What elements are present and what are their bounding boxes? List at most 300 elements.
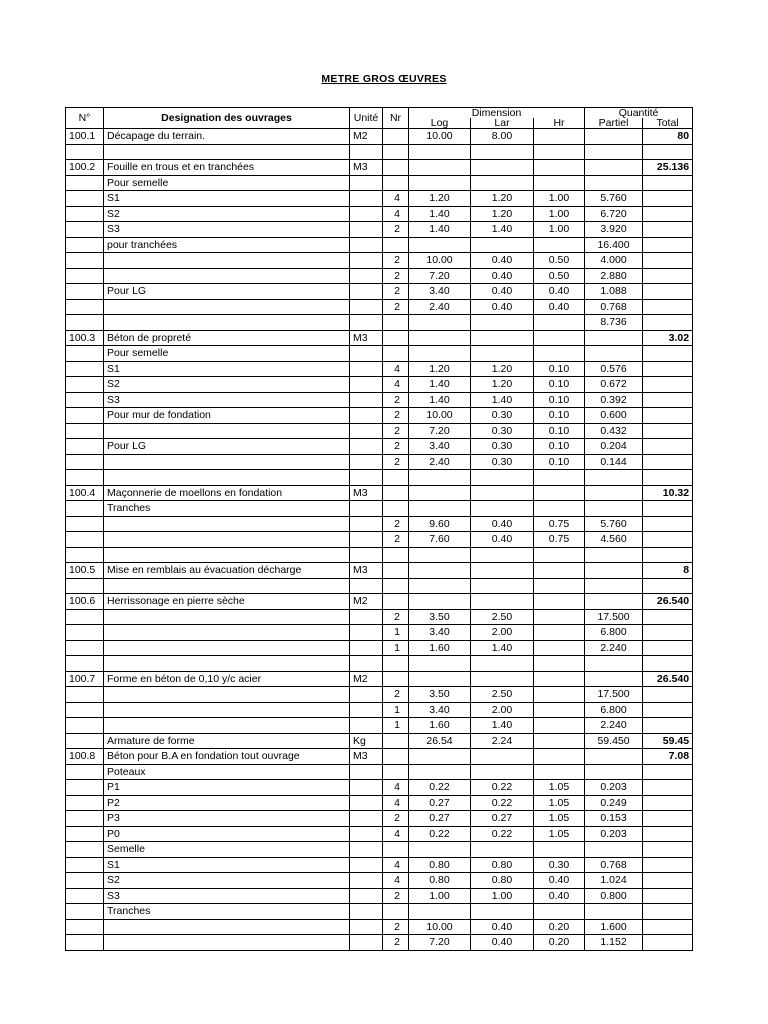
- cell-log: 2.40: [409, 299, 471, 315]
- cell-nr: 2: [383, 268, 409, 284]
- cell-unit: [350, 501, 383, 517]
- cell-unit: [350, 718, 383, 734]
- table-row: [66, 268, 693, 284]
- cell-partiel: 2.240: [585, 640, 643, 656]
- cell-hr: 1.05: [534, 826, 585, 842]
- cell-lar: [471, 485, 534, 501]
- cell-partiel: [585, 485, 643, 501]
- cell-unit: [350, 423, 383, 439]
- cell-num: [66, 284, 104, 300]
- cell-hr: 0.10: [534, 361, 585, 377]
- cell-num: [66, 206, 104, 222]
- cell-lar: 1.20: [471, 377, 534, 393]
- cell-log: [409, 904, 471, 920]
- cell-lar: 1.20: [471, 206, 534, 222]
- table-row: [66, 516, 693, 532]
- cell-num: [66, 904, 104, 920]
- cell-lar: 2.24: [471, 733, 534, 749]
- cell-num: [66, 842, 104, 858]
- cell-partiel: 16.400: [585, 237, 643, 253]
- cell-nr: 4: [383, 857, 409, 873]
- cell-designation: [104, 718, 350, 734]
- cell-num: [66, 578, 104, 594]
- cell-lar: 1.00: [471, 888, 534, 904]
- cell-nr: 4: [383, 826, 409, 842]
- cell-hr: [534, 718, 585, 734]
- table-row: [66, 454, 693, 470]
- header-dimension: Dimension: [409, 108, 585, 119]
- table-row: [66, 780, 693, 796]
- table-row: [66, 175, 693, 191]
- table-row: [66, 361, 693, 377]
- cell-partiel: 0.203: [585, 826, 643, 842]
- cell-nr: [383, 764, 409, 780]
- cell-unit: [350, 609, 383, 625]
- header-lar: Lar: [471, 118, 534, 129]
- cell-total: [643, 175, 693, 191]
- cell-nr: [383, 346, 409, 362]
- cell-partiel: 6.800: [585, 625, 643, 641]
- cell-total: [643, 718, 693, 734]
- table-row: [66, 640, 693, 656]
- header-total: Total: [643, 118, 693, 129]
- cell-log: 1.40: [409, 392, 471, 408]
- cell-nr: 2: [383, 392, 409, 408]
- cell-hr: 0.40: [534, 299, 585, 315]
- cell-num: [66, 532, 104, 548]
- cell-designation: Béton de propreté: [104, 330, 350, 346]
- cell-log: [409, 764, 471, 780]
- table-row: [66, 857, 693, 873]
- cell-num: [66, 811, 104, 827]
- table-row: [66, 594, 693, 610]
- cell-num: [66, 873, 104, 889]
- cell-total: [643, 656, 693, 672]
- cell-partiel: [585, 594, 643, 610]
- header-partiel: Partiel: [585, 118, 643, 129]
- cell-log: 3.40: [409, 702, 471, 718]
- cell-lar: 0.22: [471, 795, 534, 811]
- cell-designation: P0: [104, 826, 350, 842]
- cell-log: 2.40: [409, 454, 471, 470]
- cell-log: 3.50: [409, 609, 471, 625]
- cell-total: [643, 408, 693, 424]
- cell-log: [409, 578, 471, 594]
- cell-lar: 0.22: [471, 826, 534, 842]
- table-row: [66, 377, 693, 393]
- cell-log: [409, 160, 471, 176]
- cell-partiel: [585, 749, 643, 765]
- cell-lar: [471, 594, 534, 610]
- cell-num: 100.5: [66, 563, 104, 579]
- cell-num: [66, 346, 104, 362]
- cell-lar: 2.00: [471, 625, 534, 641]
- cell-lar: 0.27: [471, 811, 534, 827]
- cell-hr: [534, 175, 585, 191]
- cell-num: [66, 888, 104, 904]
- cell-num: [66, 857, 104, 873]
- cell-nr: [383, 594, 409, 610]
- cell-nr: 2: [383, 888, 409, 904]
- cell-hr: [534, 578, 585, 594]
- table-row: [66, 315, 693, 331]
- cell-log: 7.20: [409, 935, 471, 951]
- cell-nr: 2: [383, 935, 409, 951]
- cell-designation: P2: [104, 795, 350, 811]
- cell-partiel: 0.672: [585, 377, 643, 393]
- cell-nr: [383, 563, 409, 579]
- cell-designation: S3: [104, 392, 350, 408]
- cell-lar: 0.30: [471, 454, 534, 470]
- cell-partiel: 0.203: [585, 780, 643, 796]
- cell-lar: 0.40: [471, 516, 534, 532]
- cell-total: 25.136: [643, 160, 693, 176]
- cell-lar: [471, 237, 534, 253]
- cell-hr: 0.40: [534, 873, 585, 889]
- cell-total: [643, 377, 693, 393]
- cell-designation: Tranches: [104, 904, 350, 920]
- cell-total: [643, 935, 693, 951]
- header-designation: Designation des ouvrages: [104, 108, 350, 129]
- cell-num: [66, 439, 104, 455]
- cell-unit: M2: [350, 129, 383, 145]
- cell-nr: 4: [383, 795, 409, 811]
- cell-designation: Forme en béton de 0,10 y/c acier: [104, 671, 350, 687]
- cell-hr: [534, 749, 585, 765]
- cell-hr: [534, 594, 585, 610]
- cell-num: [66, 470, 104, 486]
- cell-designation: [104, 532, 350, 548]
- cell-lar: 0.30: [471, 408, 534, 424]
- cell-designation: [104, 578, 350, 594]
- cell-designation: [104, 609, 350, 625]
- cell-num: [66, 454, 104, 470]
- cell-total: 26.540: [643, 594, 693, 610]
- cell-hr: [534, 547, 585, 563]
- cell-total: [643, 547, 693, 563]
- cell-designation: [104, 935, 350, 951]
- cell-num: 100.8: [66, 749, 104, 765]
- header-hr: Hr: [534, 118, 585, 129]
- cell-log: 9.60: [409, 516, 471, 532]
- cell-unit: [350, 253, 383, 269]
- cell-total: [643, 609, 693, 625]
- cell-unit: [350, 780, 383, 796]
- cell-total: [643, 842, 693, 858]
- cell-lar: 0.30: [471, 423, 534, 439]
- cell-hr: 0.10: [534, 454, 585, 470]
- cell-partiel: 0.576: [585, 361, 643, 377]
- cell-unit: [350, 857, 383, 873]
- cell-total: [643, 423, 693, 439]
- cell-partiel: 1.152: [585, 935, 643, 951]
- cell-designation: Herrissonage en pierre sèche: [104, 594, 350, 610]
- cell-nr: [383, 237, 409, 253]
- cell-lar: [471, 346, 534, 362]
- cell-total: [643, 780, 693, 796]
- cell-log: 1.00: [409, 888, 471, 904]
- cell-unit: [350, 532, 383, 548]
- cell-lar: 0.40: [471, 299, 534, 315]
- cell-log: [409, 470, 471, 486]
- cell-nr: [383, 470, 409, 486]
- document-title: METRE GROS ŒUVRES: [321, 73, 447, 85]
- cell-num: [66, 315, 104, 331]
- cell-lar: [471, 175, 534, 191]
- cell-unit: [350, 470, 383, 486]
- cell-partiel: [585, 175, 643, 191]
- cell-total: [643, 144, 693, 160]
- cell-unit: [350, 547, 383, 563]
- cell-hr: [534, 656, 585, 672]
- cell-unit: [350, 439, 383, 455]
- cell-partiel: [585, 764, 643, 780]
- cell-nr: 1: [383, 625, 409, 641]
- cell-unit: [350, 315, 383, 331]
- table-row: [66, 873, 693, 889]
- cell-lar: 1.40: [471, 392, 534, 408]
- cell-hr: 1.00: [534, 206, 585, 222]
- cell-hr: 0.40: [534, 284, 585, 300]
- cell-total: [643, 284, 693, 300]
- cell-log: 10.00: [409, 919, 471, 935]
- cell-designation: [104, 516, 350, 532]
- table-row: [66, 733, 693, 749]
- cell-unit: [350, 206, 383, 222]
- cell-log: 1.60: [409, 718, 471, 734]
- cell-log: 10.00: [409, 408, 471, 424]
- cell-num: [66, 625, 104, 641]
- cell-nr: 2: [383, 811, 409, 827]
- cell-total: [643, 268, 693, 284]
- table-row: [66, 346, 693, 362]
- cell-num: 100.6: [66, 594, 104, 610]
- header-nr: Nr: [383, 108, 409, 129]
- cell-hr: 0.10: [534, 439, 585, 455]
- cell-num: [66, 764, 104, 780]
- cell-unit: [350, 625, 383, 641]
- cell-lar: [471, 749, 534, 765]
- cell-designation: Mise en remblais au évacuation décharge: [104, 563, 350, 579]
- cell-hr: [534, 733, 585, 749]
- cell-nr: 2: [383, 222, 409, 238]
- cell-nr: 4: [383, 873, 409, 889]
- cell-unit: M3: [350, 330, 383, 346]
- cell-log: 3.40: [409, 284, 471, 300]
- cell-designation: [104, 268, 350, 284]
- table-row: [66, 563, 693, 579]
- cell-unit: [350, 191, 383, 207]
- cell-nr: 2: [383, 516, 409, 532]
- cell-unit: [350, 811, 383, 827]
- cell-hr: [534, 485, 585, 501]
- cell-num: [66, 423, 104, 439]
- table-header: [66, 108, 693, 129]
- cell-lar: 0.30: [471, 439, 534, 455]
- cell-unit: [350, 268, 383, 284]
- table-row: [66, 284, 693, 300]
- cell-lar: 1.20: [471, 191, 534, 207]
- cell-lar: 8.00: [471, 129, 534, 145]
- document-title-wrap: [0, 69, 768, 87]
- table-row: [66, 625, 693, 641]
- cell-log: 3.40: [409, 625, 471, 641]
- cell-unit: [350, 888, 383, 904]
- cell-partiel: 1.024: [585, 873, 643, 889]
- table-row: [66, 129, 693, 145]
- cell-lar: 0.80: [471, 857, 534, 873]
- cell-num: 100.1: [66, 129, 104, 145]
- cell-num: 100.7: [66, 671, 104, 687]
- cell-total: 8: [643, 563, 693, 579]
- cell-nr: 4: [383, 191, 409, 207]
- cell-nr: 4: [383, 206, 409, 222]
- cell-partiel: 0.144: [585, 454, 643, 470]
- cell-log: [409, 346, 471, 362]
- cell-log: 10.00: [409, 129, 471, 145]
- cell-designation: [104, 144, 350, 160]
- cell-total: [643, 919, 693, 935]
- cell-log: [409, 330, 471, 346]
- cell-partiel: [585, 842, 643, 858]
- table-row: [66, 160, 693, 176]
- cell-unit: [350, 516, 383, 532]
- cell-designation: Pour semelle: [104, 175, 350, 191]
- cell-partiel: [585, 904, 643, 920]
- cell-partiel: 0.800: [585, 888, 643, 904]
- cell-designation: S1: [104, 191, 350, 207]
- cell-unit: [350, 935, 383, 951]
- cell-hr: [534, 842, 585, 858]
- cell-nr: [383, 315, 409, 331]
- cell-lar: [471, 547, 534, 563]
- cell-total: [643, 687, 693, 703]
- cell-log: [409, 175, 471, 191]
- cell-hr: [534, 609, 585, 625]
- cell-nr: 2: [383, 439, 409, 455]
- cell-nr: 2: [383, 253, 409, 269]
- header-quantite: Quantité: [585, 108, 693, 119]
- cell-partiel: [585, 578, 643, 594]
- cell-partiel: 0.392: [585, 392, 643, 408]
- cell-log: 1.40: [409, 206, 471, 222]
- cell-total: 3.02: [643, 330, 693, 346]
- table-row: [66, 749, 693, 765]
- cell-total: [643, 439, 693, 455]
- cell-num: 100.4: [66, 485, 104, 501]
- cell-hr: 0.50: [534, 253, 585, 269]
- cell-lar: 0.40: [471, 919, 534, 935]
- cell-designation: pour tranchées: [104, 237, 350, 253]
- cell-nr: 2: [383, 609, 409, 625]
- cell-log: [409, 485, 471, 501]
- cell-hr: [534, 315, 585, 331]
- cell-lar: [471, 160, 534, 176]
- cell-unit: [350, 237, 383, 253]
- table-row: [66, 656, 693, 672]
- cell-total: [643, 346, 693, 362]
- cell-hr: 1.05: [534, 811, 585, 827]
- cell-unit: M3: [350, 563, 383, 579]
- cell-unit: [350, 299, 383, 315]
- cell-partiel: [585, 129, 643, 145]
- cell-unit: [350, 408, 383, 424]
- cell-num: [66, 795, 104, 811]
- cell-designation: S3: [104, 222, 350, 238]
- cell-hr: [534, 764, 585, 780]
- cell-lar: [471, 315, 534, 331]
- cell-log: [409, 501, 471, 517]
- cell-total: [643, 811, 693, 827]
- cell-total: [643, 454, 693, 470]
- table-row: [66, 935, 693, 951]
- cell-hr: 0.10: [534, 377, 585, 393]
- cell-nr: [383, 547, 409, 563]
- table-row: [66, 609, 693, 625]
- cell-log: 7.20: [409, 423, 471, 439]
- table-row: [66, 671, 693, 687]
- cell-hr: [534, 687, 585, 703]
- cell-partiel: [585, 563, 643, 579]
- cell-designation: S2: [104, 206, 350, 222]
- cell-partiel: [585, 330, 643, 346]
- table-row: [66, 144, 693, 160]
- cell-num: [66, 377, 104, 393]
- cell-nr: 4: [383, 780, 409, 796]
- table-row: [66, 687, 693, 703]
- cell-unit: [350, 873, 383, 889]
- cell-designation: P1: [104, 780, 350, 796]
- cell-hr: 0.20: [534, 935, 585, 951]
- table-row: [66, 299, 693, 315]
- cell-nr: 2: [383, 919, 409, 935]
- cell-hr: [534, 144, 585, 160]
- cell-nr: [383, 129, 409, 145]
- cell-designation: [104, 299, 350, 315]
- cell-designation: Décapage du terrain.: [104, 129, 350, 145]
- cell-lar: 0.40: [471, 253, 534, 269]
- table-row: [66, 919, 693, 935]
- cell-log: 10.00: [409, 253, 471, 269]
- cell-lar: [471, 563, 534, 579]
- cell-partiel: 8.736: [585, 315, 643, 331]
- cell-lar: 2.50: [471, 609, 534, 625]
- cell-lar: [471, 904, 534, 920]
- cell-nr: [383, 485, 409, 501]
- cell-hr: 0.30: [534, 857, 585, 873]
- cell-total: [643, 904, 693, 920]
- cell-hr: 0.40: [534, 888, 585, 904]
- cell-unit: [350, 392, 383, 408]
- cell-nr: 2: [383, 284, 409, 300]
- cell-designation: [104, 253, 350, 269]
- cell-num: [66, 299, 104, 315]
- cell-nr: 1: [383, 702, 409, 718]
- table-row: [66, 702, 693, 718]
- cell-designation: S3: [104, 888, 350, 904]
- cell-num: 100.2: [66, 160, 104, 176]
- cell-unit: [350, 656, 383, 672]
- cell-unit: Kg: [350, 733, 383, 749]
- cell-total: [643, 702, 693, 718]
- cell-log: 1.20: [409, 361, 471, 377]
- cell-hr: 0.10: [534, 392, 585, 408]
- cell-num: [66, 392, 104, 408]
- cell-designation: [104, 919, 350, 935]
- cell-nr: 4: [383, 361, 409, 377]
- cell-designation: S1: [104, 361, 350, 377]
- cell-designation: S1: [104, 857, 350, 873]
